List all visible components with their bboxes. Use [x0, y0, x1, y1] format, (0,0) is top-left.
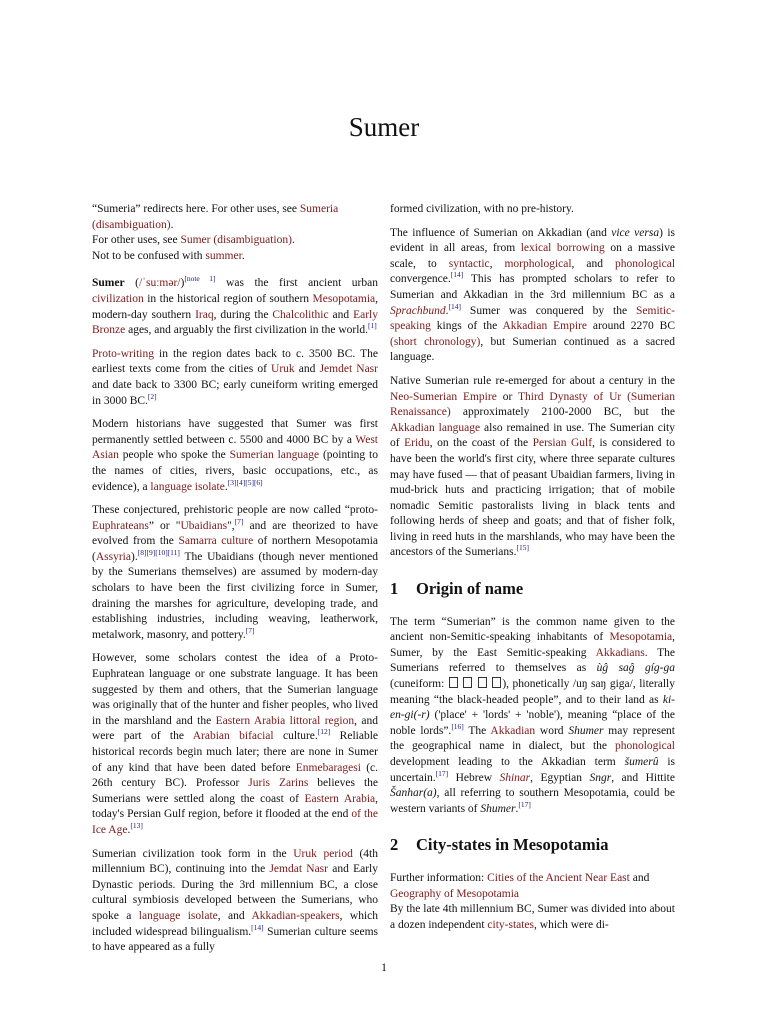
link-phonological[interactable]: phonological	[614, 740, 675, 753]
paragraph: The term “Sumerian” is the common name given to the ancient non-Semitic-speaking inhabitants of Mesopotamia, Sumer, by the East Semitic-speaking Akkadians. The Sumerians referred to themselves as ùĝ saĝ gíg-ga (cuneiform: ), phonetically /uŋ saŋ giga/, literally meaning “the black-headed people”, and to their land as ki-en-gi(-r) ('place' + 'lords' + 'noble'), meaning “place of the noble lords”.[16] The Akkadian word Shumer may represent the geographical name in dialect, but the phonological development leading to the Akkadian term šumerû is uncertain.[17] Hebrew Shinar, Egyptian Sngr, and Hittite Šanhar(a), all referring to southern Mesopotamia, could be western variants of Shumer.[17]	[390, 615, 676, 815]
citation-ref[interactable]: [7]	[234, 516, 244, 526]
paragraph: formed civilization, with no pre-history.	[390, 203, 574, 215]
citation-ref[interactable]: [13]	[130, 821, 143, 831]
link-summer[interactable]: summer	[205, 249, 242, 262]
link-language-isolate[interactable]: language isolate	[138, 909, 218, 922]
cuneiform-glyph-placeholder	[492, 677, 501, 688]
link-uruk[interactable]: Uruk	[271, 363, 295, 376]
link-samarra-culture[interactable]: Samarra culture	[178, 535, 254, 548]
link-akkadian[interactable]: Akkadian	[490, 724, 536, 737]
link-ipa[interactable]: /ˈsuːmər/	[138, 277, 181, 290]
right-column	[390, 202, 675, 941]
link-mesopotamia[interactable]: Mesopotamia	[312, 292, 376, 305]
citation-ref[interactable]: [17]	[518, 799, 531, 809]
link-akkadian-empire[interactable]: Akkadian Empire	[502, 320, 587, 333]
citation-ref[interactable]: [14]	[251, 922, 264, 932]
link-short-chronology[interactable]: (short chronology)	[390, 335, 481, 348]
hatnote-line: For other uses, see Sumer (disambiguation).	[92, 234, 295, 247]
citation-ref[interactable]: [16]	[451, 721, 464, 731]
citation-ref[interactable]: [1]	[368, 321, 377, 331]
citation-ref[interactable]: [3][4][5][6]	[227, 477, 263, 487]
cuneiform-glyph-placeholder	[478, 677, 487, 688]
paragraph: Sumerian civilization took form in the Uruk period (4th millennium BC), continuing into the Jemdat Nasr and Early Dynastic periods. During the 3rd millennium BC, a close cultural symbiosis developed between the Sumerians, who spoke a language isolate, and Akkadian-speakers, which included widespread bilingualism.[14] Sumerian culture seems to have appeared as a fully	[92, 847, 379, 954]
citation-ref[interactable]: [7]	[245, 626, 255, 636]
paragraph: Proto-writing in the region dates back to c. 3500 BC. The earliest texts come from the cities of Uruk and Jemdet Nasr and date back to 3300 BC; early cuneiform writing emerged in 3000 BC.[2]	[92, 347, 378, 407]
link-city-states[interactable]: city-states	[487, 918, 535, 931]
link-akkadian-language[interactable]: Akkadian language	[390, 421, 481, 434]
link-jemdat-nasr[interactable]: Jemdat Nasr	[269, 863, 328, 876]
hatnote-line: “Sumeria” redirects here. For other uses, see Sumeria (disambiguation).	[92, 203, 339, 231]
link-sumeria-disambiguation[interactable]: Sumeria (disambiguation)	[92, 203, 339, 231]
paragraph: Modern historians have suggested that Sumer was first permanently settled between c. 5500 and 4000 BC by a West Asian people who spoke the Sumerian language (pointing to the names of cities, rivers, basic occupations, etc., as evidence), a language isolate.[3][4][5][6]	[92, 418, 378, 493]
cuneiform-glyph-placeholder	[449, 677, 458, 688]
link-neo-sumerian-empire[interactable]: Neo-Sumerian Empire	[390, 390, 497, 403]
paragraph: These conjectured, prehistoric people are now called “proto-Euphrateans” or "Ubaidians",[7] and are theorized to have evolved from the Samarra culture of northern Mesopotamia (Assyria).[8][9][10][11] The Ubaidians (though never mentioned by the Sumerians themselves) are assumed by modern-day scholars to have been the first civilizing force in Sumer, draining the marshes for agriculture, developing trade, and establishing industries, including weaving, leatherwork, metalwork, masonry, and pottery.[7]	[92, 504, 378, 641]
paragraph: Sumer (/ˈsuːmər/)[note 1] was the first ancient urban civilization in the historical region of southern Mesopotamia, modern-day southern Iraq, during the Chalcolithic and Early Bronze ages, and arguably the first civilization in the world.[1]	[92, 274, 378, 337]
link-civilization[interactable]: civilization	[92, 292, 144, 305]
link-jemdet-nasr[interactable]: Jemdet Nasr	[319, 363, 378, 376]
paragraph: By the late 4th millennium BC, Sumer was divided into about a dozen independent city-states, which were di-	[390, 903, 675, 931]
link-shinar[interactable]: Shinar	[499, 771, 531, 784]
citation-ref[interactable]: [12]	[317, 727, 331, 737]
citation-ref[interactable]: [17]	[435, 768, 449, 778]
link-early-bronze[interactable]: Early Bronze	[92, 308, 378, 337]
link-chalcolithic[interactable]: Chalcolithic	[272, 308, 329, 321]
link-sprachbund[interactable]: Sprachbund	[390, 304, 446, 317]
link-semitic-speaking[interactable]: Semitic-speaking	[390, 304, 675, 333]
citation-ref[interactable]: [15]	[516, 543, 529, 553]
citation-ref[interactable]: [14]	[448, 301, 461, 311]
link-phonological[interactable]: phonological	[614, 257, 676, 270]
hatnote-line: Not to be confused with summer.	[92, 249, 245, 262]
link-ice-age[interactable]: of the Ice Age	[92, 808, 378, 836]
page-title: Sumer	[348, 112, 420, 142]
link-morphological[interactable]: morphological	[504, 257, 572, 270]
link-juris-zarins[interactable]: Juris Zarins	[248, 777, 309, 790]
link-eastern-arabia-littoral[interactable]: Eastern Arabia littoral region	[215, 714, 355, 727]
link-akkadians[interactable]: Akkadians	[595, 646, 645, 659]
link-syntactic[interactable]: syntactic	[448, 257, 490, 270]
link-language-isolate[interactable]: language isolate	[150, 480, 225, 493]
link-sumer-disambiguation[interactable]: Sumer (disambiguation)	[180, 234, 292, 247]
cuneiform-glyph-placeholder	[463, 677, 472, 688]
paragraph: The influence of Sumerian on Akkadian (and vice versa) is evident in all areas, from lexical borrowing on a massive scale, to syntactic, morphological, and phonological convergence.[14] This has prompted scholars to refer to Sumerian and Akkadian in the 3rd millennium BC as a Sprachbund.[14] Sumer was conquered by the Semitic-speaking kings of the Akkadian Empire around 2270 BC (short chronology), but Sumerian continued as a sacred language.	[390, 226, 676, 364]
link-cities-ancient-near-east[interactable]: Cities of the Ancient Near East	[487, 871, 630, 884]
link-uruk-period[interactable]: Uruk period	[293, 847, 353, 860]
further-information: Further information: Cities of the Ancient Near East and Geography of Mesopotamia	[390, 871, 650, 900]
footnote-ref[interactable]: [note 1]	[184, 274, 216, 284]
link-sumerian-language[interactable]: Sumerian language	[229, 449, 320, 462]
citation-ref[interactable]: [14]	[450, 270, 464, 280]
page-number: 1	[381, 960, 387, 974]
link-mesopotamia[interactable]: Mesopotamia	[609, 631, 673, 644]
link-ubaidians[interactable]: Ubaidians	[180, 519, 228, 532]
link-west-asian[interactable]: West Asian	[92, 433, 378, 462]
link-enmebaragesi[interactable]: Enmebaragesi	[295, 761, 361, 774]
section-heading-city-states: 2 City-states in Mesopotamia	[390, 835, 609, 855]
left-column	[92, 202, 378, 964]
link-arabian-bifacial[interactable]: Arabian bifacial	[192, 730, 274, 743]
link-assyria[interactable]: Assyria	[95, 550, 131, 563]
link-iraq[interactable]: Iraq	[195, 308, 214, 321]
link-lexical-borrowing[interactable]: lexical borrowing	[520, 242, 605, 255]
link-eridu[interactable]: Eridu	[404, 437, 430, 450]
link-geography-of-mesopotamia[interactable]: Geography of Mesopotamia	[390, 887, 520, 900]
citation-ref[interactable]: [8][9][10][11]	[137, 548, 180, 558]
section-heading-origin-of-name: 1 Origin of name	[390, 579, 524, 599]
link-proto-writing[interactable]: Proto-writing	[92, 347, 154, 360]
paragraph: However, some scholars contest the idea of a Proto-Euphratean language or one substrate language. It has been suggested by them and others, that the Sumerian language was originally that of the hunter and fisher peoples, who lived in the marshland and the Eastern Arabia littoral region, and were part of the Arabian bifacial culture.[12] Reliable historical records begin much later; there are none in Sumer of any kind that have been dated before Enmebaragesi (c. 26th century BC). Professor Juris Zarins believes the Sumerians were settled along the coast of Eastern Arabia, today's Persian Gulf region, before it flooded at the end of the Ice Age.[13]	[92, 652, 379, 836]
link-third-dynasty-of-ur[interactable]: Third Dynasty of Ur (Sumerian Renaissance)	[390, 390, 676, 419]
link-eastern-arabia[interactable]: Eastern Arabia	[304, 792, 376, 805]
hatnote	[92, 202, 378, 264]
citation-ref[interactable]: [2]	[147, 391, 157, 401]
paragraph: Native Sumerian rule re-emerged for about a century in the Neo-Sumerian Empire or Third Dynasty of Ur (Sumerian Renaissance) approximately 2100-2000 BC, but the Akkadian language also remained in use. The Sumerian city of Eridu, on the coast of the Persian Gulf, is considered to have been the world's first city, where three separate cultures may have fused — that of peasant Ubaidian farmers, living in mud-brick huts and practicing irrigation; that of mobile nomadic Semitic pastoralists living in black tents and following herds of sheep and goats; and that of fisher folk, living in reed huts in the marshlands, who may have been the ancestors of the Sumerians.[15]	[390, 374, 676, 559]
link-euphrateans[interactable]: Euphrateans	[92, 519, 149, 532]
link-akkadian-speakers[interactable]: Akkadian-speakers	[251, 909, 340, 922]
link-persian-gulf[interactable]: Persian Gulf	[532, 437, 593, 450]
